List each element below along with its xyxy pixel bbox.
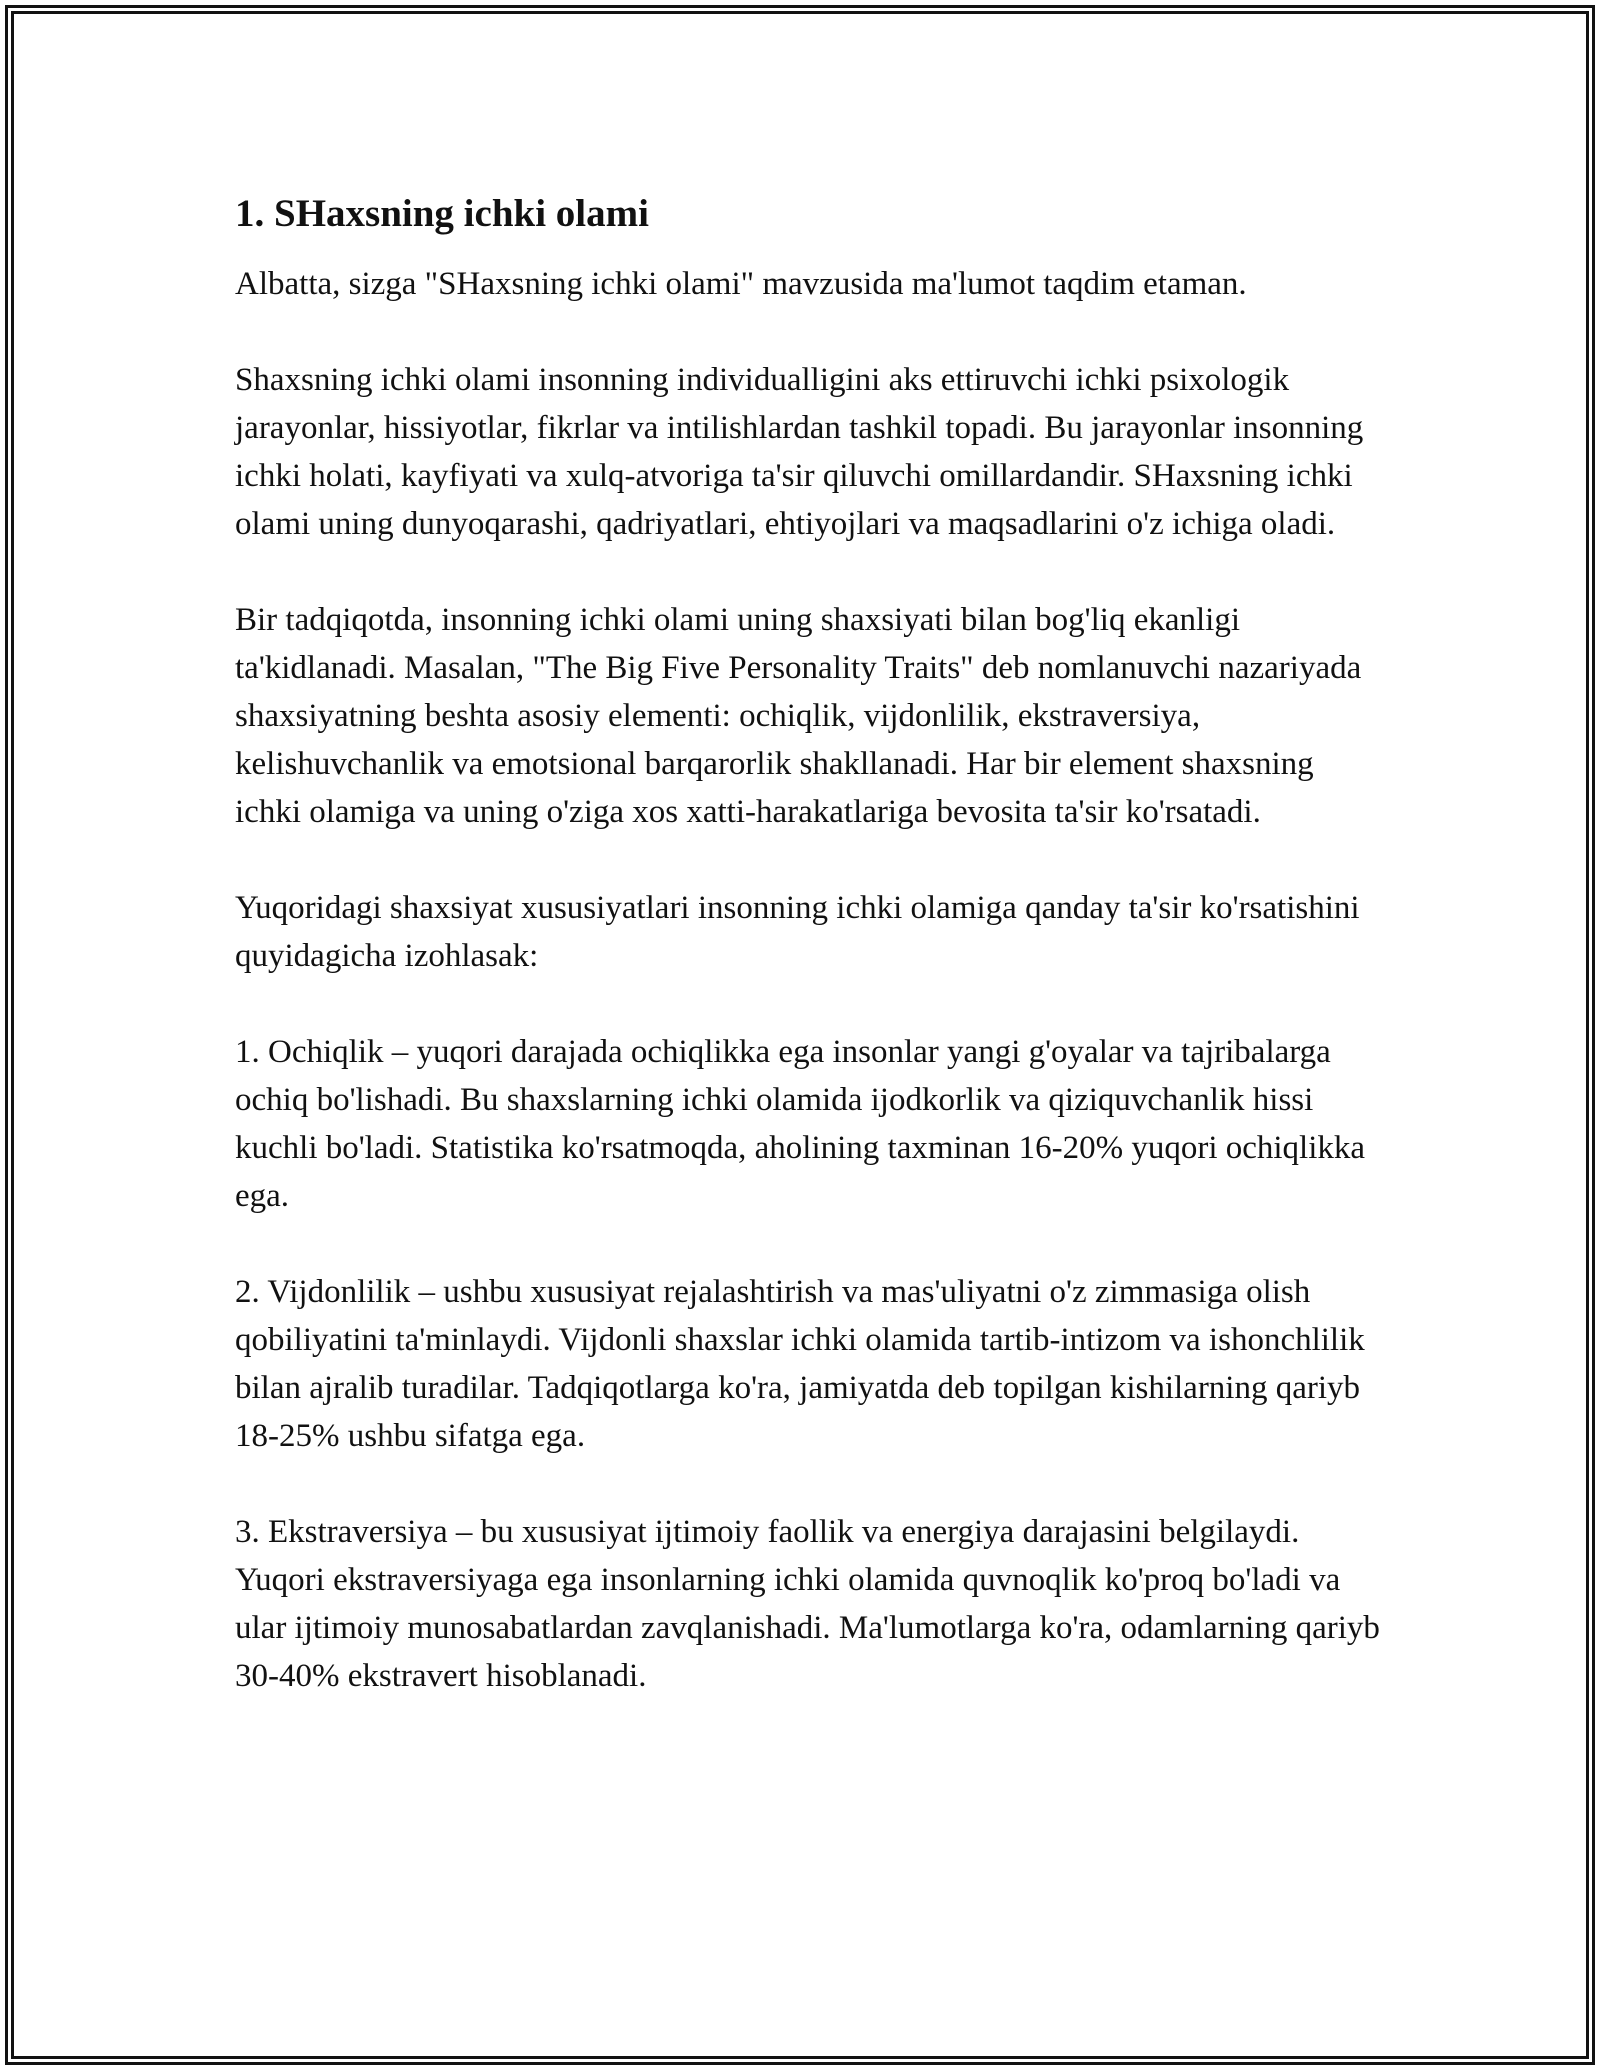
list-item-extraversion: 3. Ekstraversiya – bu xususiyat ijtimoiy faollik va energiya darajasini belgilaydi. Yuqori ekstraversiyaga ega insonlarning ichki olamida quvnoqlik ko'proq bo'ladi va ular ijtimoiy munosabatlardan zavqlanishadi. Ma'lumotlarga ko'ra, odamlarning qariyb 30-40% ekstravert hisoblanadi. bbox=[235, 1514, 1380, 1694]
document-body bbox=[235, 190, 1385, 1700]
list-item-openness: 1. Ochiqlik – yuqori darajada ochiqlikka ega insonlar yangi g'oyalar va tajribalarga ochiq bo'lishadi. Bu shaxslarning ichki olamida ijodkorlik va qiziquvchanlik hissi kuchli bo'ladi. Statistika ko'rsatmoqda, aholining taxminan 16-20% yuqori ochiqlikka ega. bbox=[235, 1034, 1366, 1214]
big-five-paragraph: Bir tadqiqotda, insonning ichki olami uning shaxsiyati bilan bog'liq ekanligi ta'kidlanadi. Masalan, "The Big Five Personality Traits" deb nomlanuvchi nazariyada shaxsiyatning beshta asosiy elementi: ochiqlik, vijdonlilik, ekstraversiya, kelishuvchanlik va emotsional barqarorlik shakllanadi. Har bir element shaxsning ichki olamiga va uning o'ziga xos xatti-harakatlariga bevosita ta'sir ko'rsatadi. bbox=[235, 602, 1362, 830]
list-item-conscientiousness: 2. Vijdonlilik – ushbu xususiyat rejalashtirish va mas'uliyatni o'z zimmasiga olish qobiliyatini ta'minlaydi. Vijdonli shaxslar ichki olamida tartib-intizom va ishonchlilik bilan ajralib turadilar. Tadqiqotlarga ko'ra, jamiyatda deb topilgan kishilarning qariyb 18-25% ushbu sifatga ega. bbox=[235, 1274, 1365, 1454]
intro-paragraph: Albatta, sizga "SHaxsning ichki olami" mavzusida ma'lumot taqdim etaman. bbox=[235, 266, 1247, 302]
page-title: 1. SHaxsning ichki olami bbox=[235, 192, 649, 235]
definition-paragraph: Shaxsning ichki olami insonning individualligini aks ettiruvchi ichki psixologik jarayonlar, hissiyotlar, fikrlar va intilishlardan tashkil topadi. Bu jarayonlar insonning ichki holati, kayfiyati va xulq-atvoriga ta'sir qiluvchi omillardandir. SHaxsning ichki olami uning dunyoqarashi, qadriyatlari, ehtiyojlari va maqsadlarini o'z ichiga oladi. bbox=[235, 362, 1364, 542]
transition-paragraph: Yuqoridagi shaxsiyat xususiyatlari insonning ichki olamiga qanday ta'sir ko'rsatishini quyidagicha izohlasak: bbox=[235, 890, 1360, 974]
